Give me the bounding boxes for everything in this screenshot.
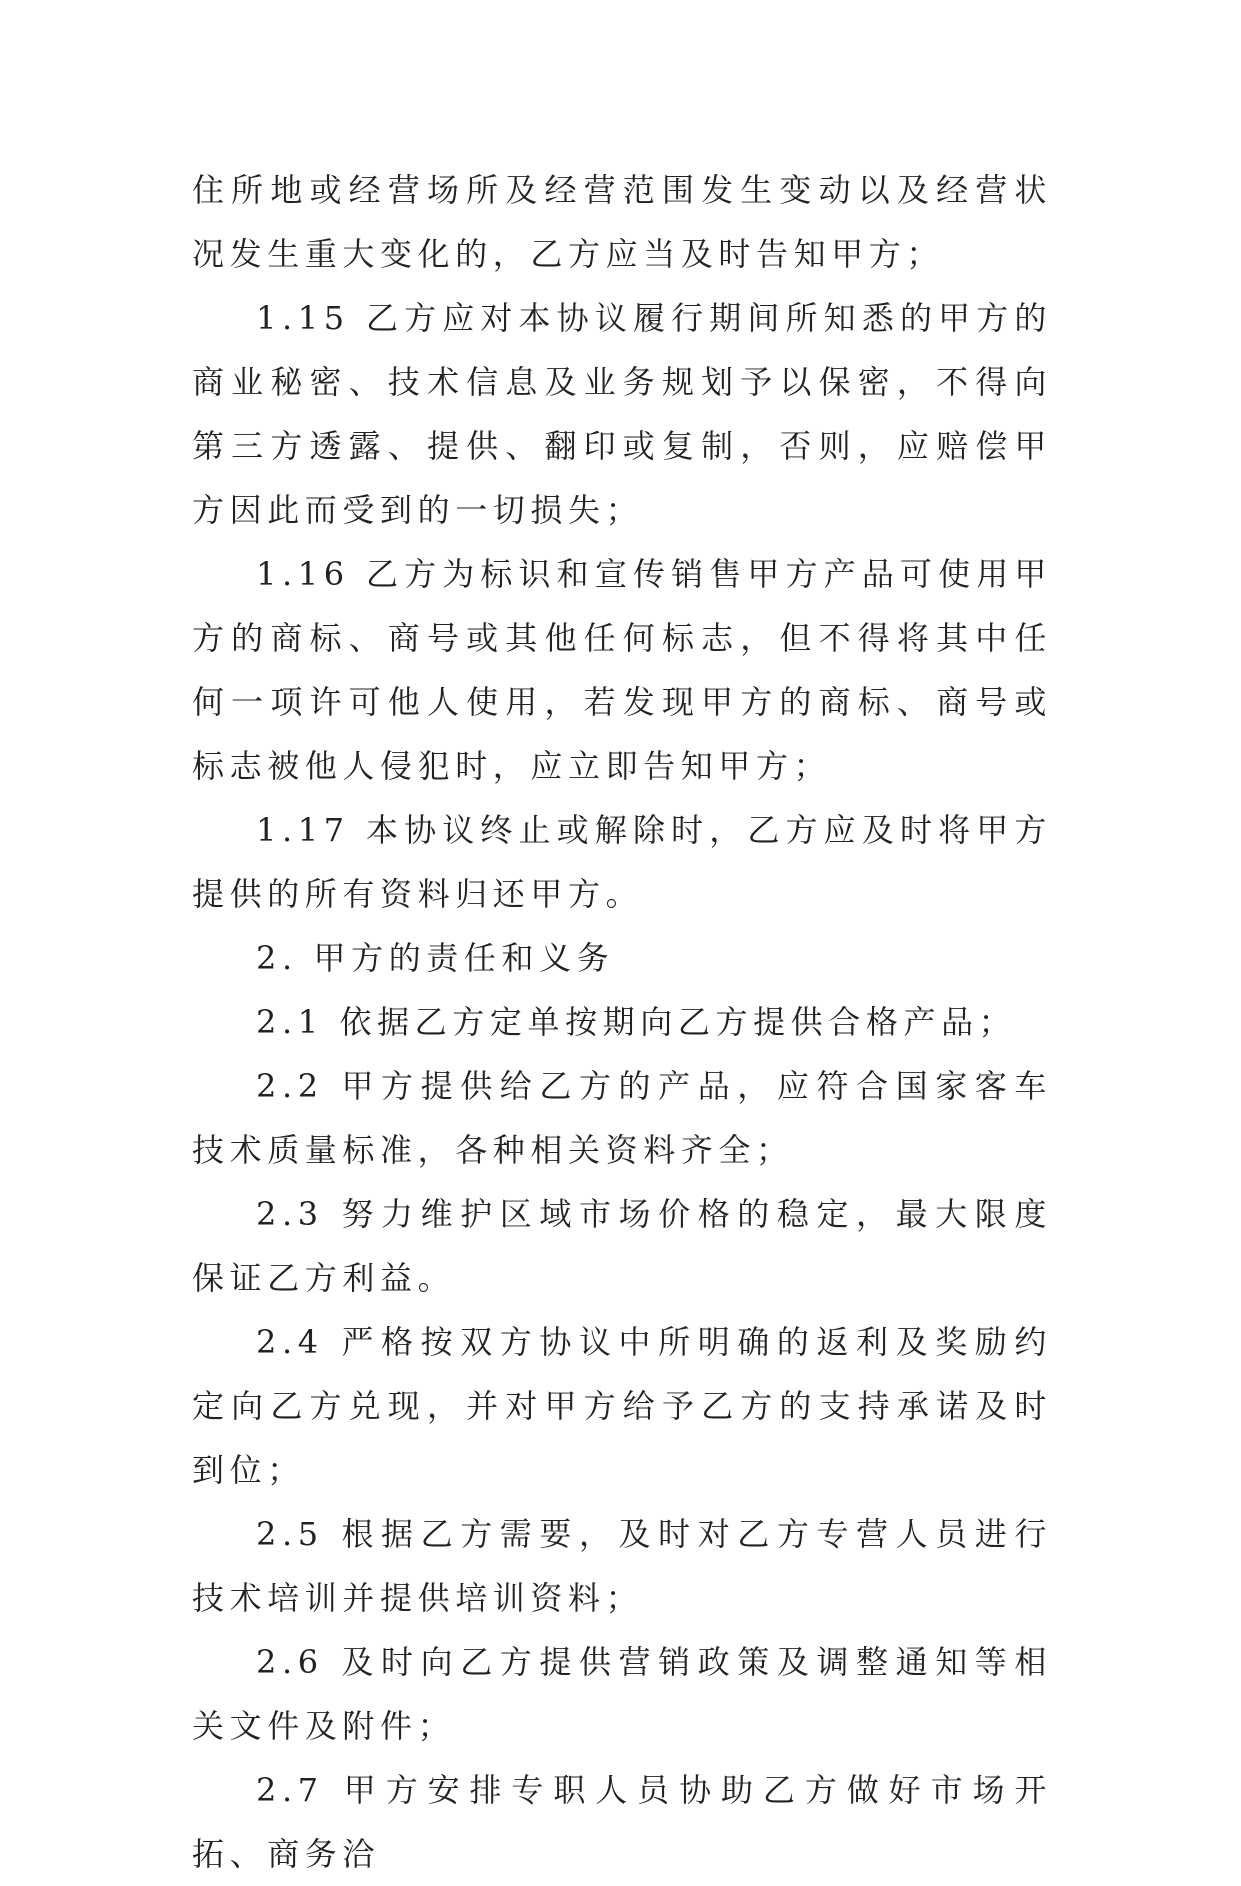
paragraph-clause-2-6: 2.6 及时向乙方提供营销政策及调整通知等相关文件及附件； xyxy=(192,1643,1052,1745)
paragraph-clause-2-3: 2.3 努力维护区域市场价格的稳定，最大限度保证乙方利益。 xyxy=(192,1195,1052,1297)
section-heading-party-a-duties: 2. 甲方的责任和义务 xyxy=(256,939,615,977)
paragraph-clause-2-1: 2.1 依据乙方定单按期向乙方提供合格产品； xyxy=(256,1003,1017,1041)
paragraph-clause-2-2: 2.2 甲方提供给乙方的产品，应符合国家客车技术质量标准，各种相关资料齐全； xyxy=(192,1067,1052,1169)
document-body xyxy=(192,158,1052,1886)
paragraph-clause-1-16: 1.16 乙方为标识和宣传销售甲方产品可使用甲方的商标、商号或其他任何标志，但不得将其中任何一项许可他人使用，若发现甲方的商标、商号或标志被他人侵犯时，应立即告知甲方； xyxy=(192,555,1052,785)
paragraph-clause-2-4: 2.4 严格按双方协议中所明确的返利及奖励约定向乙方兑现，并对甲方给予乙方的支持承诺及时到位； xyxy=(192,1323,1052,1489)
paragraph-clause-1-15: 1.15 乙方应对本协议履行期间所知悉的甲方的商业秘密、技术信息及业务规划予以保密，不得向第三方透露、提供、翻印或复制，否则，应赔偿甲方因此而受到的一切损失； xyxy=(192,299,1052,529)
paragraph-continuation: 住所地或经营场所及经营范围发生变动以及经营状况发生重大变化的，乙方应当及时告知甲方； xyxy=(192,171,1052,273)
paragraph-clause-2-7: 2.7 甲方安排专职人员协助乙方做好市场开拓、商务洽 xyxy=(192,1771,1052,1873)
paragraph-clause-2-5: 2.5 根据乙方需要，及时对乙方专营人员进行技术培训并提供培训资料； xyxy=(192,1515,1052,1617)
paragraph-clause-1-17: 1.17 本协议终止或解除时，乙方应及时将甲方提供的所有资料归还甲方。 xyxy=(192,811,1052,913)
